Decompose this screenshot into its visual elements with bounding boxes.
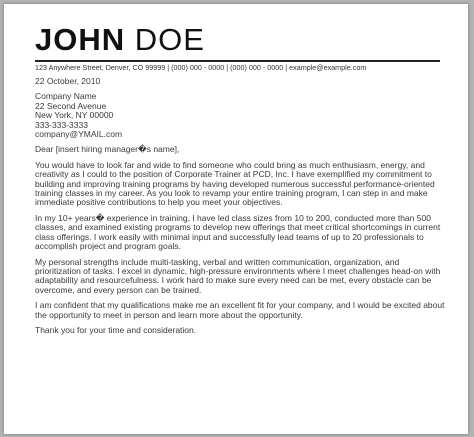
letter-body bbox=[35, 77, 445, 341]
first-name: JOHN bbox=[35, 22, 126, 57]
recipient-company: Company Name bbox=[35, 91, 97, 102]
recipient-email: company@YMAIL.com bbox=[35, 129, 123, 140]
body-paragraph: You would have to look far and wide to find someone who could bring as much enthusiasm, energy, and creativity as I could to the position of Corporate Trainer at PCD, Inc. I have exemplified my commitment to building and improving training programs by having developed numerous successful performance-oriented training classes in my career. As you look to revamp your entire training program, I can step in and make immediate positive contributions to help you meet your objectives. bbox=[35, 159, 435, 208]
body-paragraph: I am confident that my qualifications make me an excellent fit for your company, and I would be excited about the opportunity to meet in person and learn more about the opportunity. bbox=[35, 300, 445, 320]
letter-page bbox=[4, 4, 468, 434]
contact-line: 123 Anywhere Street, Denver, CO 99999 | (000) 000 - 0000 | (000) 000 - 0000 | example@example.com bbox=[35, 63, 367, 72]
closing-line: Thank you for your time and consideration. bbox=[35, 324, 197, 335]
recipient-street: 22 Second Avenue bbox=[35, 100, 107, 111]
last-name: DOE bbox=[134, 22, 205, 57]
body-paragraph: In my 10+ years� experience in training, I have led class sizes from 10 to 200, conducted more than 500 classes, and examined existing programs to develop new offerings that meet critical shortcomings in current class offerings. I work easily with minimal input and successfully lead teams of up to 20 professionals to accomplish project and program goals. bbox=[35, 212, 441, 252]
salutation: Dear [insert hiring manager�s name], bbox=[35, 144, 180, 155]
body-paragraph: My personal strengths include multi-tasking, verbal and written communication, organization, and prioritization of tasks. I excel in dynamic, high-pressure environments where I meet challenges head-on with adaptability and resourcefulness. I work hard to make sure every need can be met, every obstacle can be overcome, and every person can be trained. bbox=[35, 256, 441, 295]
recipient-phone: 333-333-3333 bbox=[35, 119, 88, 130]
header-rule bbox=[35, 60, 440, 62]
recipient-city: New York, NY 00000 bbox=[35, 110, 114, 121]
letter-date: 22 October, 2010 bbox=[35, 76, 101, 86]
applicant-name bbox=[35, 22, 205, 58]
recipient-address bbox=[35, 92, 445, 139]
